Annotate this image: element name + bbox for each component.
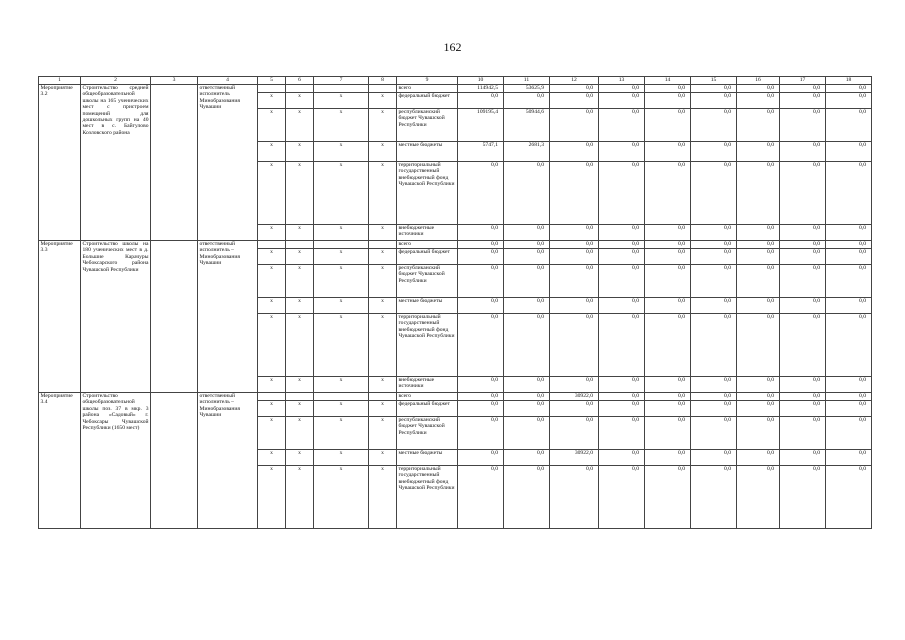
value-cell: 0,0 [458, 93, 504, 109]
table-row [39, 241, 872, 249]
column-number-header: 17 [780, 77, 826, 85]
mark-cell: x [369, 314, 397, 377]
value-cell: 0,0 [599, 225, 645, 241]
value-cell: 0,0 [737, 93, 780, 109]
value-cell: 0,0 [826, 109, 872, 142]
value-cell: 0,0 [826, 142, 872, 162]
value-cell: 30922,0 [550, 450, 599, 466]
value-cell: 0,0 [550, 265, 599, 298]
value-cell: 0,0 [550, 249, 599, 265]
measure-executor: ответственный исполнитель – Минобразования Чувашии [198, 241, 258, 393]
mark-cell: x [258, 109, 286, 142]
mark-cell [286, 241, 314, 249]
value-cell: 0,0 [780, 85, 826, 93]
measure-id: Мероприятие 3.4 [39, 393, 81, 529]
measure-id: Мероприятие 3.2 [39, 85, 81, 241]
value-cell: 0,0 [550, 93, 599, 109]
value-cell: 0,0 [599, 417, 645, 450]
value-cell: 0,0 [645, 85, 691, 93]
value-cell: 0,0 [737, 109, 780, 142]
mark-cell: x [314, 466, 369, 529]
mark-cell [286, 85, 314, 93]
value-cell: 0,0 [599, 393, 645, 401]
mark-cell: x [314, 162, 369, 225]
column-number-header: 5 [258, 77, 286, 85]
measure-executor: ответственный исполнитель – Минобразования Чувашии [198, 393, 258, 529]
value-cell: 0,0 [780, 225, 826, 241]
value-cell: 0,0 [826, 417, 872, 450]
value-cell: 0,0 [599, 298, 645, 314]
table-row [39, 85, 872, 93]
funding-source: территориальный государственный внебюджетный фонд Чувашской Республики [397, 162, 458, 225]
funding-source: федеральный бюджет [397, 401, 458, 417]
value-cell: 0,0 [645, 466, 691, 529]
value-cell: 0,0 [599, 109, 645, 142]
column-number-header: 7 [314, 77, 369, 85]
table-header [39, 77, 872, 85]
value-cell: 0,0 [691, 314, 737, 377]
measure-name: Строительство общеобразовательной школы поз. 37 в мкр. 3 района «Садовый» г. Чебоксары Чувашской Республики (1650 мест) [81, 393, 151, 529]
mark-cell: x [286, 249, 314, 265]
value-cell: 0,0 [826, 401, 872, 417]
value-cell: 0,0 [737, 298, 780, 314]
value-cell: 0,0 [737, 249, 780, 265]
mark-cell: x [258, 466, 286, 529]
value-cell: 30922,0 [550, 393, 599, 401]
value-cell: 0,0 [458, 377, 504, 393]
table-row [39, 393, 872, 401]
funding-source: местные бюджеты [397, 298, 458, 314]
mark-cell: x [286, 298, 314, 314]
funding-source: республиканский бюджет Чувашской Республики [397, 109, 458, 142]
column-number-header: 2 [81, 77, 151, 85]
mark-cell: x [369, 142, 397, 162]
funding-source: территориальный государственный внебюджетный фонд Чувашской Республики [397, 314, 458, 377]
value-cell: 0,0 [691, 417, 737, 450]
value-cell: 0,0 [599, 265, 645, 298]
value-cell: 0,0 [737, 314, 780, 377]
value-cell: 0,0 [458, 241, 504, 249]
mark-cell [314, 393, 369, 401]
value-cell: 0,0 [826, 298, 872, 314]
column-number-header: 18 [826, 77, 872, 85]
mark-cell [258, 85, 286, 93]
value-cell: 0,0 [826, 241, 872, 249]
funding-source: территориальный государственный внебюджетный фонд Чувашской Республики [397, 466, 458, 529]
value-cell: 0,0 [645, 265, 691, 298]
value-cell: 0,0 [504, 466, 550, 529]
mark-cell: x [286, 466, 314, 529]
mark-cell: x [369, 417, 397, 450]
value-cell: 0,0 [645, 393, 691, 401]
value-cell: 0,0 [737, 466, 780, 529]
mark-cell [258, 241, 286, 249]
value-cell: 0,0 [826, 466, 872, 529]
value-cell: 0,0 [737, 417, 780, 450]
mark-cell: x [369, 109, 397, 142]
value-cell: 0,0 [550, 298, 599, 314]
value-cell: 0,0 [645, 241, 691, 249]
mark-cell: x [369, 377, 397, 393]
value-cell: 0,0 [504, 249, 550, 265]
column-number-header: 1 [39, 77, 81, 85]
measure-executor: ответственный исполнитель Минобразования Чувашии [198, 85, 258, 241]
funding-source: всего [397, 241, 458, 249]
mark-cell: x [314, 377, 369, 393]
value-cell: 0,0 [504, 417, 550, 450]
funding-source: республиканский бюджет Чувашской Республики [397, 417, 458, 450]
mark-cell: x [314, 417, 369, 450]
mark-cell: x [258, 417, 286, 450]
value-cell: 0,0 [599, 93, 645, 109]
value-cell: 0,0 [645, 401, 691, 417]
column-number-header: 16 [737, 77, 780, 85]
value-cell: 0,0 [504, 393, 550, 401]
mark-cell: x [258, 249, 286, 265]
value-cell: 0,0 [737, 393, 780, 401]
value-cell: 0,0 [691, 241, 737, 249]
mark-cell [369, 393, 397, 401]
mark-cell: x [369, 298, 397, 314]
column-number-header: 9 [397, 77, 458, 85]
value-cell: 0,0 [550, 225, 599, 241]
value-cell: 0,0 [550, 241, 599, 249]
mark-cell: x [314, 225, 369, 241]
value-cell: 0,0 [599, 401, 645, 417]
blank-cell [151, 393, 198, 529]
mark-cell: x [314, 265, 369, 298]
value-cell: 114942,5 [458, 85, 504, 93]
value-cell: 0,0 [691, 466, 737, 529]
table-body [39, 85, 872, 529]
value-cell: 0,0 [599, 450, 645, 466]
measure-name: Строительство школы на 180 ученических мест в д. Большие Карачуры Чебоксарского района Чувашской Республики [81, 241, 151, 393]
mark-cell: x [258, 142, 286, 162]
column-number-header: 6 [286, 77, 314, 85]
value-cell: 0,0 [599, 162, 645, 225]
value-cell: 0,0 [645, 142, 691, 162]
value-cell: 0,0 [550, 417, 599, 450]
value-cell: 0,0 [504, 162, 550, 225]
mark-cell: x [258, 314, 286, 377]
mark-cell: x [286, 314, 314, 377]
mark-cell: x [286, 225, 314, 241]
mark-cell: x [314, 298, 369, 314]
page-number: 162 [443, 40, 462, 54]
value-cell: 0,0 [550, 377, 599, 393]
value-cell: 0,0 [691, 142, 737, 162]
column-number-header: 3 [151, 77, 198, 85]
mark-cell: x [286, 417, 314, 450]
value-cell: 0,0 [780, 298, 826, 314]
column-number-header: 12 [550, 77, 599, 85]
value-cell: 0,0 [458, 225, 504, 241]
funding-source: всего [397, 85, 458, 93]
value-cell: 50944,6 [504, 109, 550, 142]
value-cell: 0,0 [645, 298, 691, 314]
mark-cell [369, 241, 397, 249]
value-cell: 0,0 [780, 109, 826, 142]
value-cell: 0,0 [645, 225, 691, 241]
mark-cell: x [314, 142, 369, 162]
value-cell: 0,0 [550, 314, 599, 377]
mark-cell [286, 393, 314, 401]
value-cell: 0,0 [780, 393, 826, 401]
mark-cell: x [314, 401, 369, 417]
value-cell: 0,0 [691, 377, 737, 393]
mark-cell: x [369, 249, 397, 265]
funding-source: местные бюджеты [397, 142, 458, 162]
value-cell: 0,0 [645, 377, 691, 393]
mark-cell: x [369, 93, 397, 109]
funding-source: внебюджетные источники [397, 225, 458, 241]
value-cell: 0,0 [691, 109, 737, 142]
value-cell: 0,0 [645, 450, 691, 466]
mark-cell: x [286, 265, 314, 298]
value-cell: 0,0 [504, 314, 550, 377]
value-cell: 0,0 [645, 162, 691, 225]
column-number-header: 15 [691, 77, 737, 85]
measure-name: Строительство средней общеобразовательной школы на 165 ученических мест с пристроем помещений для дошкольных групп на 40 мест в с. Байгулово Козловского района [81, 85, 151, 241]
value-cell: 0,0 [826, 450, 872, 466]
mark-cell: x [314, 314, 369, 377]
value-cell: 0,0 [826, 225, 872, 241]
value-cell: 0,0 [826, 162, 872, 225]
mark-cell: x [314, 450, 369, 466]
value-cell: 0,0 [737, 265, 780, 298]
value-cell: 0,0 [504, 401, 550, 417]
value-cell: 0,0 [458, 314, 504, 377]
mark-cell [314, 85, 369, 93]
value-cell: 0,0 [458, 393, 504, 401]
value-cell: 0,0 [550, 466, 599, 529]
mark-cell: x [286, 142, 314, 162]
mark-cell: x [258, 265, 286, 298]
value-cell: 0,0 [458, 417, 504, 450]
value-cell: 0,0 [691, 298, 737, 314]
value-cell: 0,0 [645, 417, 691, 450]
mark-cell: x [258, 298, 286, 314]
mark-cell: x [258, 450, 286, 466]
mark-cell: x [286, 109, 314, 142]
mark-cell: x [258, 401, 286, 417]
value-cell: 0,0 [550, 109, 599, 142]
value-cell: 0,0 [691, 393, 737, 401]
value-cell: 0,0 [599, 377, 645, 393]
value-cell: 0,0 [691, 265, 737, 298]
mark-cell: x [258, 93, 286, 109]
value-cell: 0,0 [780, 142, 826, 162]
mark-cell: x [369, 450, 397, 466]
mark-cell: x [286, 401, 314, 417]
value-cell: 0,0 [780, 450, 826, 466]
value-cell: 0,0 [599, 466, 645, 529]
mark-cell: x [369, 466, 397, 529]
value-cell: 0,0 [826, 249, 872, 265]
blank-cell [151, 85, 198, 241]
value-cell: 0,0 [737, 85, 780, 93]
value-cell: 0,0 [780, 314, 826, 377]
mark-cell: x [286, 450, 314, 466]
value-cell: 0,0 [550, 85, 599, 93]
value-cell: 0,0 [458, 298, 504, 314]
value-cell: 0,0 [691, 93, 737, 109]
value-cell: 0,0 [550, 401, 599, 417]
column-number-header: 13 [599, 77, 645, 85]
column-number-header: 8 [369, 77, 397, 85]
mark-cell: x [286, 162, 314, 225]
value-cell: 0,0 [550, 162, 599, 225]
mark-cell: x [286, 93, 314, 109]
value-cell: 0,0 [504, 377, 550, 393]
value-cell: 0,0 [645, 314, 691, 377]
value-cell: 0,0 [458, 249, 504, 265]
value-cell: 0,0 [737, 241, 780, 249]
value-cell: 0,0 [504, 225, 550, 241]
value-cell: 0,0 [780, 417, 826, 450]
mark-cell: x [314, 249, 369, 265]
value-cell: 0,0 [737, 401, 780, 417]
value-cell: 0,0 [780, 265, 826, 298]
value-cell: 0,0 [691, 162, 737, 225]
value-cell: 0,0 [458, 450, 504, 466]
value-cell: 0,0 [826, 377, 872, 393]
value-cell: 0,0 [504, 298, 550, 314]
value-cell: 0,0 [780, 377, 826, 393]
value-cell: 0,0 [780, 466, 826, 529]
value-cell: 0,0 [826, 93, 872, 109]
funding-source: внебюджетные источники [397, 377, 458, 393]
mark-cell: x [369, 265, 397, 298]
mark-cell: x [258, 377, 286, 393]
mark-cell: x [314, 109, 369, 142]
mark-cell: x [286, 377, 314, 393]
value-cell: 0,0 [737, 377, 780, 393]
mark-cell: x [258, 225, 286, 241]
mark-cell [314, 241, 369, 249]
value-cell: 0,0 [504, 450, 550, 466]
column-number-header: 14 [645, 77, 691, 85]
value-cell: 0,0 [504, 93, 550, 109]
value-cell: 53625,9 [504, 85, 550, 93]
value-cell: 0,0 [458, 401, 504, 417]
funding-source: местные бюджеты [397, 450, 458, 466]
value-cell: 0,0 [645, 109, 691, 142]
measure-id: Мероприятие 3.3 [39, 241, 81, 393]
mark-cell: x [314, 93, 369, 109]
column-number-header: 10 [458, 77, 504, 85]
value-cell: 0,0 [826, 314, 872, 377]
mark-cell [369, 85, 397, 93]
mark-cell [258, 393, 286, 401]
value-cell: 0,0 [691, 85, 737, 93]
budget-table [38, 76, 872, 529]
value-cell: 0,0 [826, 85, 872, 93]
value-cell: 0,0 [691, 225, 737, 241]
value-cell: 0,0 [599, 241, 645, 249]
value-cell: 0,0 [737, 450, 780, 466]
value-cell: 0,0 [645, 93, 691, 109]
value-cell: 0,0 [458, 466, 504, 529]
value-cell: 0,0 [780, 241, 826, 249]
value-cell: 0,0 [599, 249, 645, 265]
mark-cell: x [369, 225, 397, 241]
value-cell: 0,0 [599, 85, 645, 93]
column-number-header: 11 [504, 77, 550, 85]
value-cell: 0,0 [737, 225, 780, 241]
value-cell: 0,0 [737, 162, 780, 225]
column-number-header: 4 [198, 77, 258, 85]
mark-cell: x [369, 401, 397, 417]
value-cell: 0,0 [599, 142, 645, 162]
value-cell: 109195,4 [458, 109, 504, 142]
value-cell: 0,0 [504, 241, 550, 249]
value-cell: 0,0 [691, 401, 737, 417]
value-cell: 0,0 [826, 265, 872, 298]
value-cell: 0,0 [826, 393, 872, 401]
value-cell: 5747,1 [458, 142, 504, 162]
value-cell: 0,0 [458, 265, 504, 298]
funding-source: республиканский бюджет Чувашской Республики [397, 265, 458, 298]
value-cell: 0,0 [780, 162, 826, 225]
value-cell: 2681,3 [504, 142, 550, 162]
funding-source: федеральный бюджет [397, 93, 458, 109]
mark-cell: x [258, 162, 286, 225]
value-cell: 0,0 [645, 249, 691, 265]
funding-source: федеральный бюджет [397, 249, 458, 265]
blank-cell [151, 241, 198, 393]
value-cell: 0,0 [691, 249, 737, 265]
value-cell: 0,0 [504, 265, 550, 298]
value-cell: 0,0 [780, 93, 826, 109]
value-cell: 0,0 [599, 314, 645, 377]
mark-cell: x [369, 162, 397, 225]
value-cell: 0,0 [691, 450, 737, 466]
value-cell: 0,0 [780, 249, 826, 265]
funding-source: всего [397, 393, 458, 401]
value-cell: 0,0 [737, 142, 780, 162]
value-cell: 0,0 [458, 162, 504, 225]
value-cell: 0,0 [550, 142, 599, 162]
value-cell: 0,0 [780, 401, 826, 417]
